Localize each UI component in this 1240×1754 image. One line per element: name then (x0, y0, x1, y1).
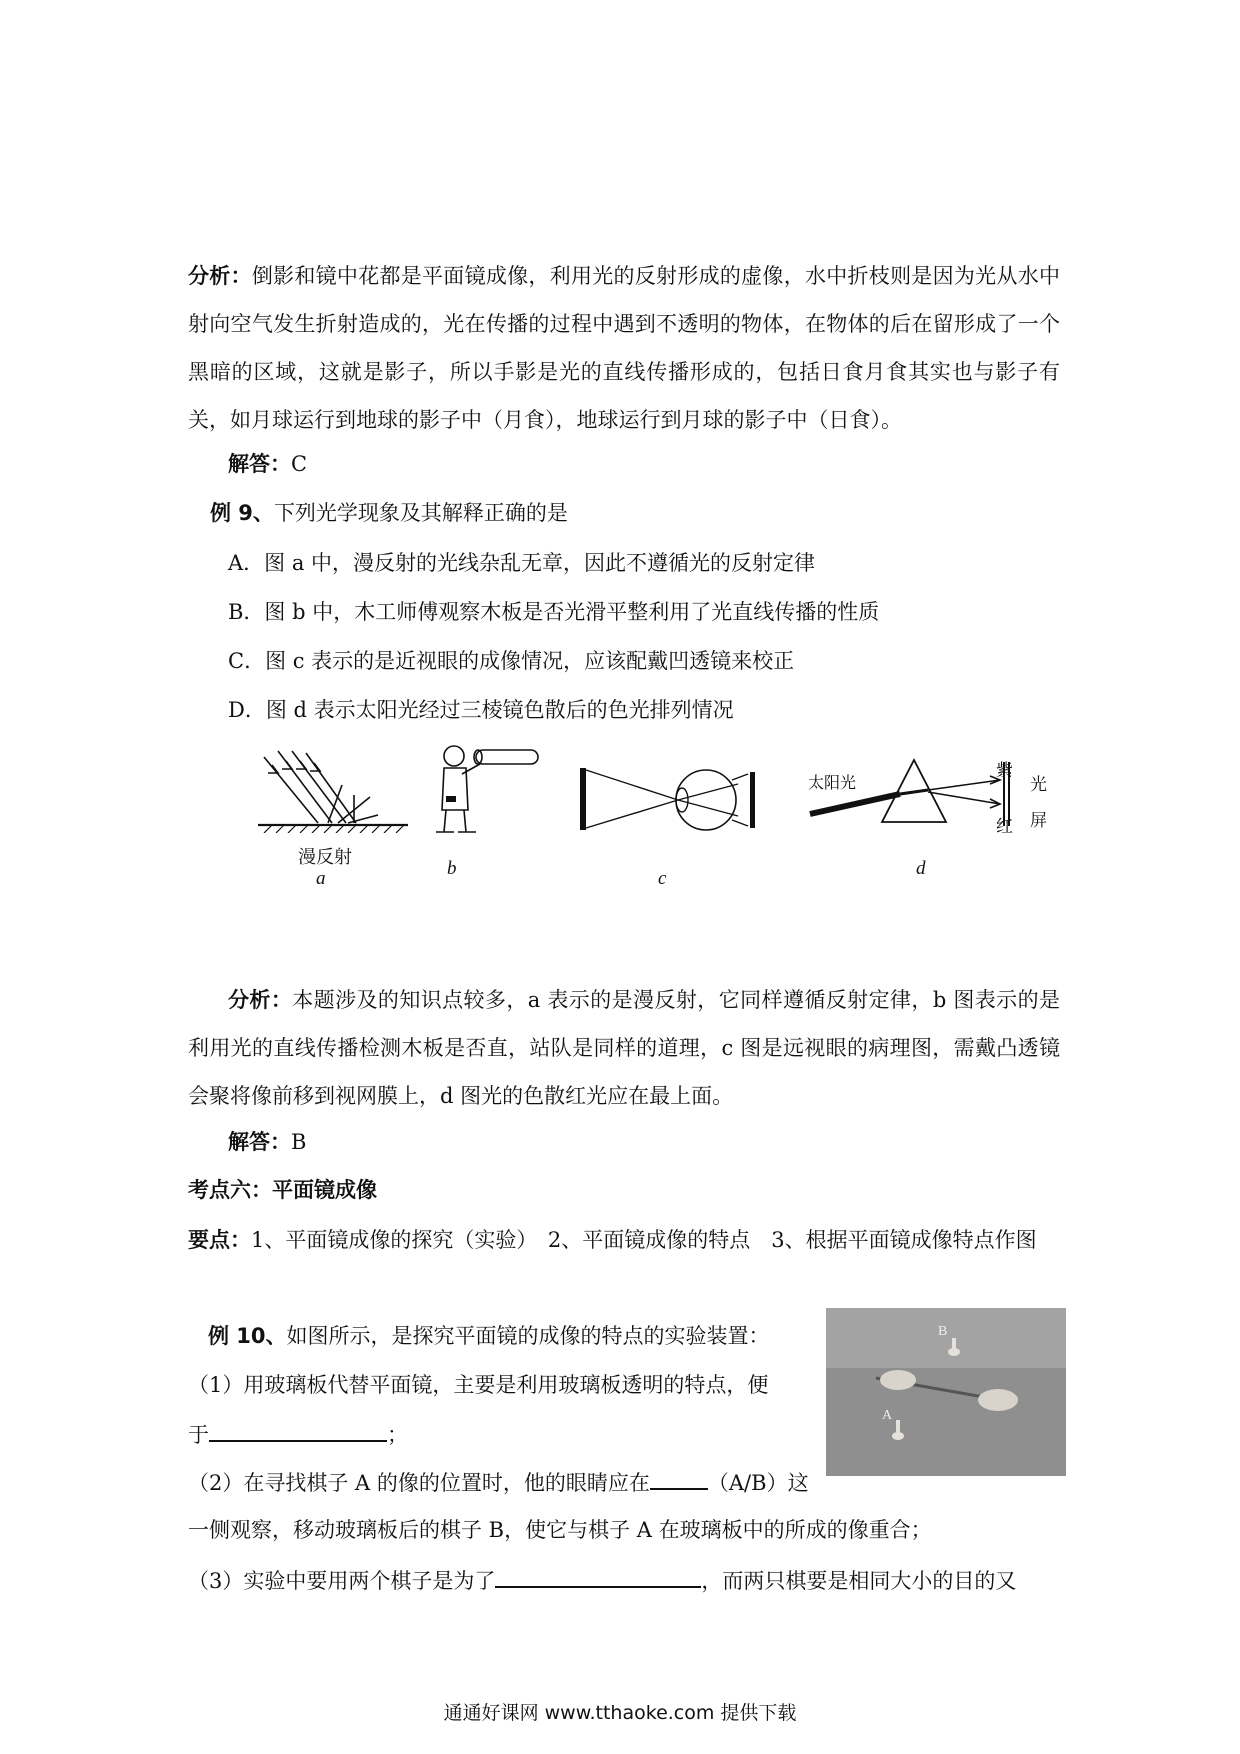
answer-value: C (291, 452, 308, 476)
figure-d-red-label: 红 (996, 817, 1013, 837)
question-1-line-1: （1）用玻璃板代替平面镜，主要是利用玻璃板透明的特点，便 (188, 1373, 769, 1397)
question-2-choice: （A/B）这 (707, 1471, 809, 1495)
example-10-question (208, 1321, 770, 1351)
answer-blank-2[interactable] (650, 1466, 708, 1490)
answer-blank-3[interactable] (495, 1564, 701, 1588)
answer-blank-1[interactable] (209, 1418, 387, 1442)
example-label: 例 10、 (208, 1324, 287, 1348)
photo-label-a: A (882, 1408, 893, 1423)
figure-d-violet-label: 紫 (996, 761, 1013, 781)
experiment-photo (826, 1308, 1066, 1476)
photo-label-b: B (938, 1324, 948, 1339)
figure-a-diffuse-reflection (258, 745, 408, 833)
answer-line-2 (228, 1127, 306, 1157)
figure-a-caption: 漫反射 (298, 847, 352, 868)
analysis-label: 分析： (188, 264, 252, 288)
analysis-text: 倒影和镜中花都是平面镜成像，利用光的反射形成的虚像，水中折枝则是因为光从水中射向空气发生折射造成的，光在传播的过程中遇到不透明的物体，在物体的后在留形成了一个黑暗的区域，这就是影子，所以手影是光的直线传播形成的，包括日食月食其实也与影子有关，如月球运行到地球的影子中（月食），地球运行到月球的影子中（日食）。 (188, 264, 1060, 432)
topic-heading: 考点六：平面镜成像 (188, 1178, 377, 1202)
option-a: A．图 a 中，漫反射的光线杂乱无章，因此不遵循光的反射定律 (228, 551, 816, 575)
figure-d-screen-label-2: 屏 (1030, 811, 1047, 831)
figure-d-letter: d (916, 858, 926, 879)
question-3-text: （3）实验中要用两个棋子是为了 (188, 1569, 496, 1593)
keypoints-text: 1、平面镜成像的探究（实验） 2、平面镜成像的特点 3、根据平面镜成像特点作图 (251, 1228, 1037, 1252)
page-footer: 通通好课网 www.tthaoke.com 提供下载 (443, 1702, 797, 1724)
option-b: B．图 b 中，木工师傅观察木板是否光滑平整利用了光直线传播的性质 (228, 600, 880, 624)
answer-value: B (291, 1130, 307, 1154)
analysis-text: 本题涉及的知识点较多，a 表示的是漫反射，它同样遵循反射定律，b 图表示的是利用光的直线传播检测木板是否直，站队是同样的道理，c 图是远视眼的病理图，需戴凸透镜会聚将像前移到视网膜上，d 图光的色散红光应在最上面。 (188, 988, 1061, 1108)
question-3-continuation: ，而两只棋要是相同大小的目的又 (701, 1569, 1017, 1593)
analysis-paragraph-1 (188, 252, 1060, 444)
question-1-end: ； (387, 1423, 408, 1447)
keypoints-label: 要点： (188, 1228, 251, 1252)
figure-c-eye-diagram (578, 766, 764, 834)
question-text: 如图所示，是探究平面镜的成像的特点的实验装置： (286, 1324, 770, 1348)
option-c: C．图 c 表示的是近视眼的成像情况，应该配戴凹透镜来校正 (228, 649, 795, 673)
analysis-label: 分析： (228, 988, 293, 1012)
question-1-line-2 (188, 1418, 408, 1450)
answer-label: 解答： (228, 452, 291, 476)
option-d: D．图 d 表示太阳光经过三棱镜色散后的色光排列情况 (228, 698, 734, 722)
question-2-line-1 (188, 1466, 809, 1498)
question-1-text: 于 (188, 1423, 209, 1447)
figure-c-letter: c (658, 868, 667, 889)
figure-b-carpenter (432, 740, 544, 838)
figure-d-screen-label-1: 光 (1030, 775, 1047, 795)
figure-d-sunlight-label: 太阳光 (808, 773, 857, 792)
answer-label: 解答： (228, 1130, 291, 1154)
figure-a-letter: a (316, 868, 326, 889)
question-3-line (188, 1564, 1016, 1596)
example-label: 例 9、 (210, 501, 274, 525)
keypoints-paragraph (188, 1216, 1060, 1264)
figure-b-letter: b (447, 858, 457, 879)
question-2-line-2: 一侧观察，移动玻璃板后的棋子 B，使它与棋子 A 在玻璃板中的所成的像重合； (188, 1518, 932, 1542)
answer-line-1 (228, 449, 307, 479)
example-9-question (210, 498, 568, 528)
analysis-paragraph-2 (188, 976, 1060, 1120)
question-2-text: （2）在寻找棋子 A 的像的位置时，他的眼睛应在 (188, 1471, 650, 1495)
question-text: 下列光学现象及其解释正确的是 (273, 501, 568, 525)
